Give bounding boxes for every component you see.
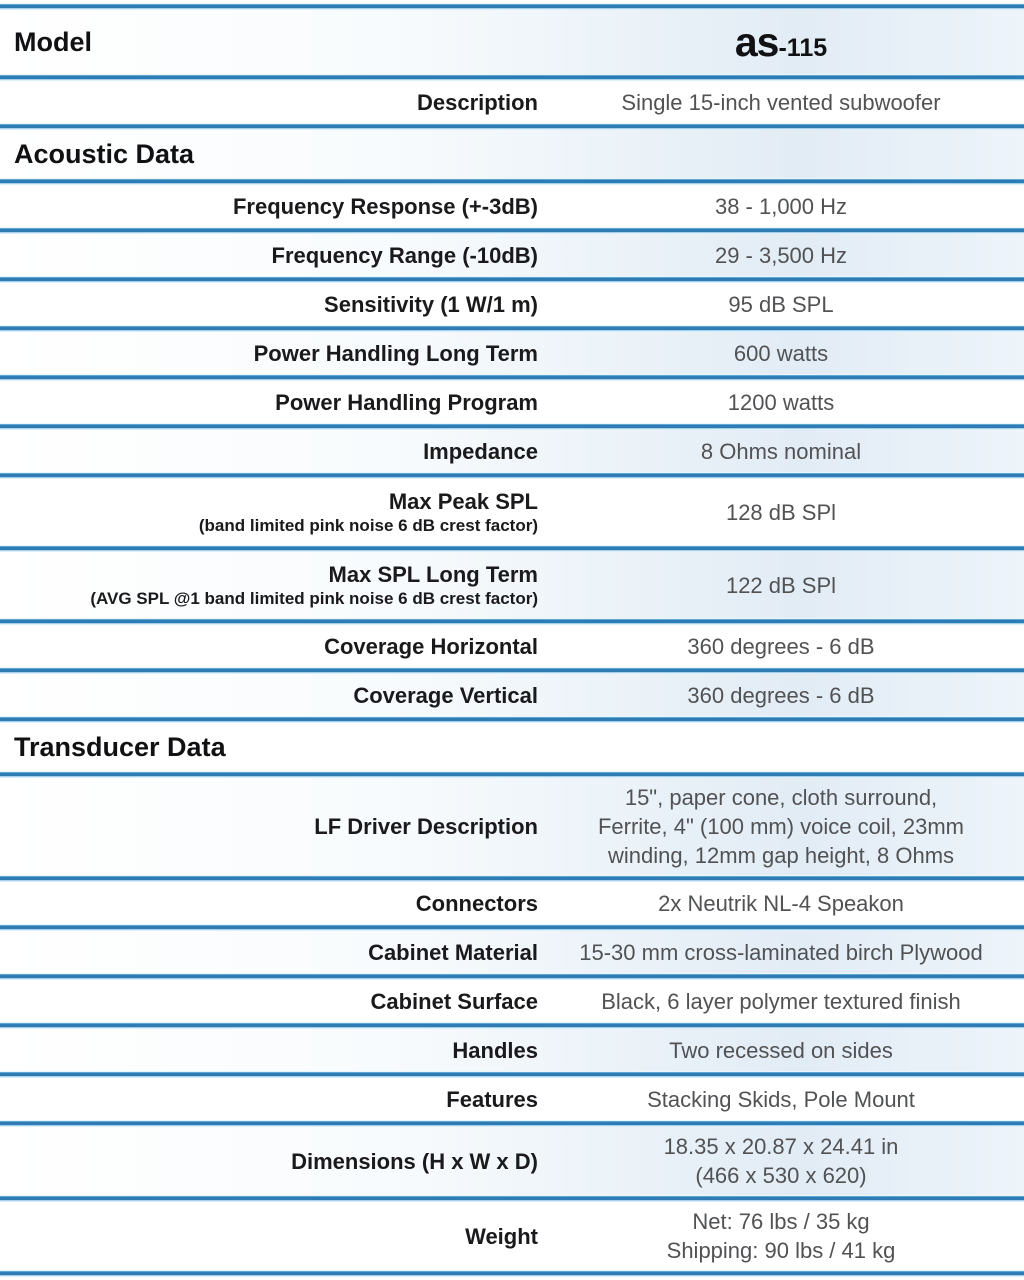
row-label: Frequency Range (-10dB) (271, 242, 538, 268)
row-value-line: Two recessed on sides (669, 1037, 893, 1063)
spec-row (0, 980, 1024, 1022)
row-label-cell (0, 633, 538, 660)
row-value-line: 128 dB SPl (725, 499, 837, 525)
spec-row (0, 234, 1024, 276)
row-label: Connectors (415, 890, 538, 916)
row-label-cell (0, 340, 538, 367)
row-value (538, 632, 1024, 661)
row-value-line: 15-30 mm cross-laminated birch Plywood (579, 939, 983, 965)
spec-row (0, 1127, 1024, 1195)
spec-row (0, 882, 1024, 924)
section-header-row (0, 723, 1024, 771)
row-label-cell (0, 890, 538, 917)
row-value (538, 1036, 1024, 1065)
spec-row (0, 283, 1024, 325)
row-label-cell (0, 1086, 538, 1113)
row-value-line: 38 - 1,000 Hz (714, 193, 848, 219)
row-value-line: 29 - 3,500 Hz (714, 242, 848, 268)
row-value (538, 783, 1024, 870)
divider-line (0, 74, 1024, 81)
divider-line (0, 1120, 1024, 1127)
row-label: Handles (452, 1037, 538, 1063)
row-label-cell (0, 488, 538, 536)
spec-row (0, 625, 1024, 667)
spec-row (0, 552, 1024, 618)
row-label: Coverage Horizontal (324, 633, 538, 659)
row-value (538, 437, 1024, 466)
divider-line (0, 1270, 1024, 1277)
row-label-cell (0, 389, 538, 416)
spec-row (0, 332, 1024, 374)
divider-line (0, 1071, 1024, 1078)
row-value-line: winding, 12mm gap height, 8 Ohms (607, 843, 955, 868)
divider-line (0, 472, 1024, 479)
row-value (538, 987, 1024, 1016)
divider-line (0, 227, 1024, 234)
divider-line (0, 423, 1024, 430)
divider-line (0, 123, 1024, 130)
row-label-cell (0, 1037, 538, 1064)
spec-row (0, 931, 1024, 973)
spec-row (0, 430, 1024, 472)
row-value-line: 122 dB SPl (725, 572, 837, 598)
row-value-line: Stacking Skids, Pole Mount (647, 1086, 915, 1112)
spec-row (0, 674, 1024, 716)
row-value-line: 15", paper cone, cloth surround, (624, 785, 938, 810)
section-header-row (0, 130, 1024, 178)
row-label-cell (0, 89, 538, 116)
divider-line (0, 973, 1024, 980)
row-value-line: Ferrite, 4" (100 mm) voice coil, 23mm (597, 814, 964, 839)
spec-row (0, 1078, 1024, 1120)
row-sublabel: (AVG SPL @1 band limited pink noise 6 dB crest factor) (90, 589, 538, 608)
spec-row (0, 381, 1024, 423)
row-value-line: 8 Ohms nominal (700, 438, 862, 464)
divider-line (0, 374, 1024, 381)
divider-line (0, 178, 1024, 185)
model-row (0, 10, 1024, 74)
spec-row (0, 479, 1024, 545)
row-label-cell (0, 988, 538, 1015)
row-label: Cabinet Material (368, 939, 538, 965)
row-value (538, 339, 1024, 368)
row-value-line: Black, 6 layer polymer textured finish (601, 988, 961, 1014)
row-value-line: 95 dB SPL (728, 291, 834, 317)
row-label: Features (446, 1086, 538, 1112)
row-value-line: 360 degrees - 6 dB (687, 633, 875, 659)
row-label: Power Handling Long Term (253, 340, 538, 366)
row-label: Sensitivity (1 W/1 m) (324, 291, 538, 317)
row-label-cell (0, 438, 538, 465)
row-value-line: 600 watts (733, 340, 829, 366)
row-label: Weight (465, 1223, 538, 1249)
divider-line (0, 716, 1024, 723)
row-value (538, 938, 1024, 967)
row-label: Power Handling Program (275, 389, 538, 415)
spec-row (0, 1202, 1024, 1270)
model-number-suffix: -115 (778, 33, 828, 62)
row-value (538, 88, 1024, 117)
section-title: Acoustic Data (14, 138, 195, 169)
row-label-cell (0, 242, 538, 269)
spec-row (0, 185, 1024, 227)
row-label-cell (0, 939, 538, 966)
row-value (538, 681, 1024, 710)
row-value-line: 1200 watts (727, 389, 835, 415)
row-label: Coverage Vertical (353, 682, 538, 708)
row-label: Dimensions (H x W x D) (291, 1148, 538, 1174)
row-label-cell (0, 193, 538, 220)
divider-line (0, 924, 1024, 931)
row-value (538, 192, 1024, 221)
row-label: Max Peak SPL (388, 489, 538, 514)
model-number-main: as (734, 18, 779, 65)
model-number (538, 19, 1024, 66)
row-value (538, 241, 1024, 270)
row-label-cell (0, 291, 538, 318)
row-label: Description (416, 89, 538, 115)
divider-line (0, 771, 1024, 778)
divider-line (0, 1195, 1024, 1202)
row-value (538, 571, 1024, 600)
row-value-line: (466 x 530 x 620) (695, 1163, 867, 1188)
row-value-line: Shipping: 90 lbs / 41 kg (666, 1238, 896, 1263)
divider-line (0, 618, 1024, 625)
row-value (538, 1207, 1024, 1265)
spec-row (0, 778, 1024, 875)
row-value (538, 388, 1024, 417)
row-value (538, 1132, 1024, 1190)
divider-line (0, 3, 1024, 10)
divider-line (0, 276, 1024, 283)
row-label-cell (0, 561, 538, 609)
row-value (538, 290, 1024, 319)
row-label: Max SPL Long Term (328, 562, 538, 587)
divider-line (0, 667, 1024, 674)
row-value-line: Net: 76 lbs / 35 kg (692, 1209, 870, 1234)
row-label-cell (0, 813, 538, 840)
row-label: Cabinet Surface (370, 988, 538, 1014)
row-value-line: Single 15-inch vented subwoofer (621, 89, 941, 115)
spec-row (0, 81, 1024, 123)
row-label-cell (0, 1223, 538, 1250)
row-label: Impedance (423, 438, 538, 464)
row-label: LF Driver Description (314, 814, 538, 839)
row-value-line: 2x Neutrik NL-4 Speakon (658, 890, 904, 916)
divider-line (0, 325, 1024, 332)
divider-line (0, 875, 1024, 882)
row-value (538, 498, 1024, 527)
spec-table (0, 10, 1024, 1277)
row-value (538, 1085, 1024, 1114)
row-value-line: 18.35 x 20.87 x 24.41 in (663, 1134, 899, 1159)
row-value-line: 360 degrees - 6 dB (687, 682, 875, 708)
section-title: Transducer Data (14, 731, 226, 762)
spec-row (0, 1029, 1024, 1071)
row-value (538, 889, 1024, 918)
row-sublabel: (band limited pink noise 6 dB crest factor) (198, 516, 538, 535)
row-label: Frequency Response (+-3dB) (232, 193, 538, 219)
divider-line (0, 1022, 1024, 1029)
row-label-cell (0, 682, 538, 709)
row-label-cell (0, 1148, 538, 1175)
divider-line (0, 545, 1024, 552)
model-title: Model (14, 26, 92, 57)
